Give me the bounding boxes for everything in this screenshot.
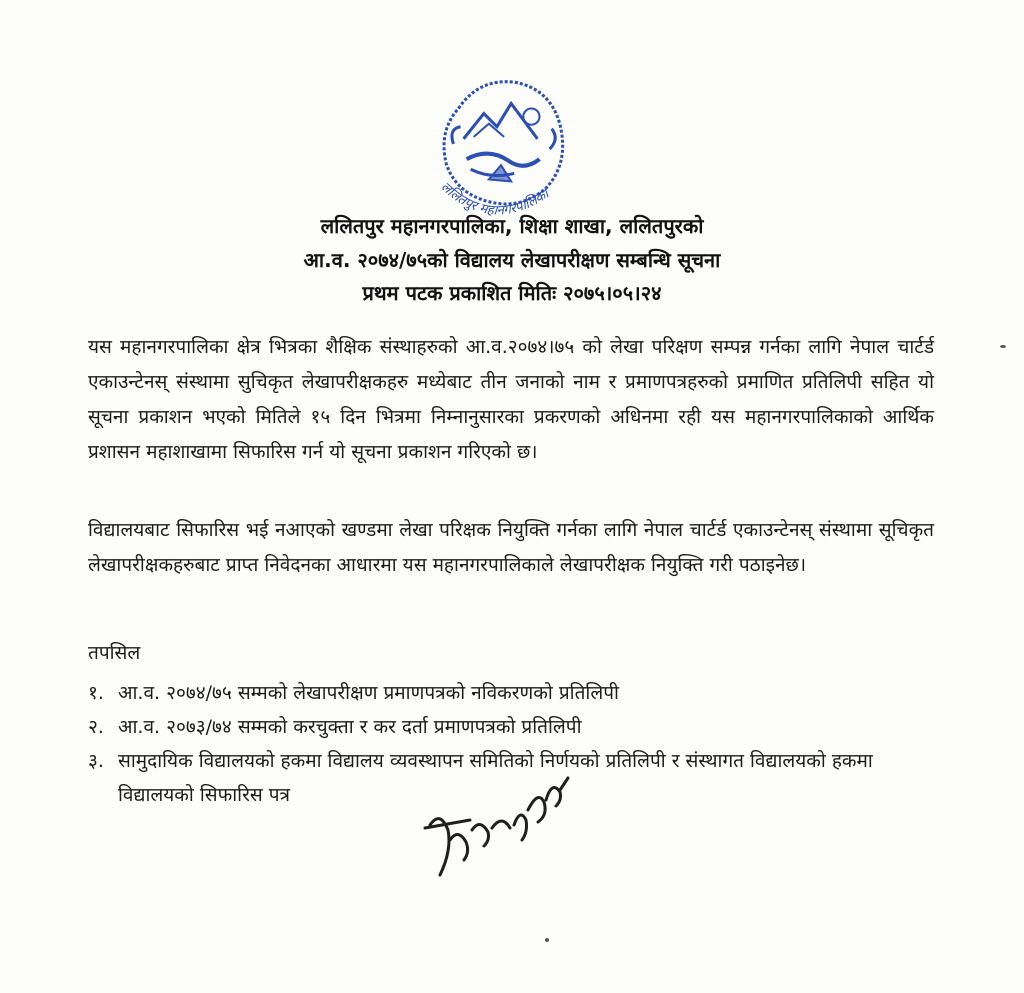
paper-speck xyxy=(1000,345,1006,348)
list-item-number: १. xyxy=(88,682,104,704)
paper-speck xyxy=(545,938,549,942)
list-item xyxy=(88,676,918,710)
list-item-number: ३. xyxy=(88,750,104,772)
body-paragraph-1: यस महानगरपालिका क्षेत्र भित्रका शैक्षिक संस्थाहरुको आ.व.२०७४।७५ को लेखा परिक्षण सम्पन्न गर्नका लागि नेपाल चार्टर्ड एकाउन्टेनस् संस्थामा सुचिकृत लेखापरीक्षकहरु मध्येबाट तीन जनाको नाम र प्रमाणपत्रहरुको प्रमाणित प्रतिलिपी सहित यो सूचना प्रकाशन भएको मितिले १५ दिन भित्रमा निम्नानुसारका प्रकरणको अधिनमा रही यस महानगरपालिकाको आर्थिक प्रशासन महाशाखामा सिफारिस गर्न यो सूचना प्रकाशन गरिएको छ। xyxy=(88,336,934,463)
notice-heading-subject: आ.व. २०७४/७५को विद्यालय लेखापरीक्षण सम्बन्धि सूचना xyxy=(303,248,721,272)
list-item-text: आ.व. २०७३/७४ सम्मको करचुक्ता र कर दर्ता प्रमाणपत्रको प्रतिलिपी xyxy=(118,716,582,738)
list-item xyxy=(88,710,918,744)
list-item-number: २. xyxy=(88,716,104,738)
notice-heading-office: ललितपुर महानगरपालिका, शिक्षा शाखा, ललितपुरको xyxy=(320,214,704,238)
tapasil-title: तपसिल xyxy=(88,642,141,664)
municipality-seal-icon xyxy=(418,68,580,230)
body-paragraph-2: विद्यालयबाट सिफारिस भई नआएको खण्डमा लेखा परिक्षक नियुक्ति गर्नका लागि नेपाल चार्टर्ड एकाउन्टेनस् संस्थामा सूचिकृत लेखापरीक्षकहरुबाट प्राप्त निवेदनका आधारमा यस महानगरपालिकाले लेखापरीक्षक नियुक्ति गरी पठाइनेछ। xyxy=(88,519,934,576)
svg-text:ललितपुर महानगरपालिका: ललितपुर महानगरपालिका xyxy=(437,179,552,219)
notice-heading-date: प्रथम पटक प्रकाशित मितिः २०७५।०५।२४ xyxy=(362,281,662,305)
list-item-text: आ.व. २०७४/७५ सम्मको लेखापरीक्षण प्रमाणपत्रको नविकरणको प्रतिलिपी xyxy=(118,682,619,704)
handwritten-signature-icon xyxy=(410,770,590,890)
list-item-text: सामुदायिक विद्यालयको हकमा विद्यालय व्यवस्थापन समितिको निर्णयको प्रतिलिपी र संस्थागत विद्यालयको हकमा विद्यालयको सिफारिस पत्र xyxy=(118,750,873,806)
